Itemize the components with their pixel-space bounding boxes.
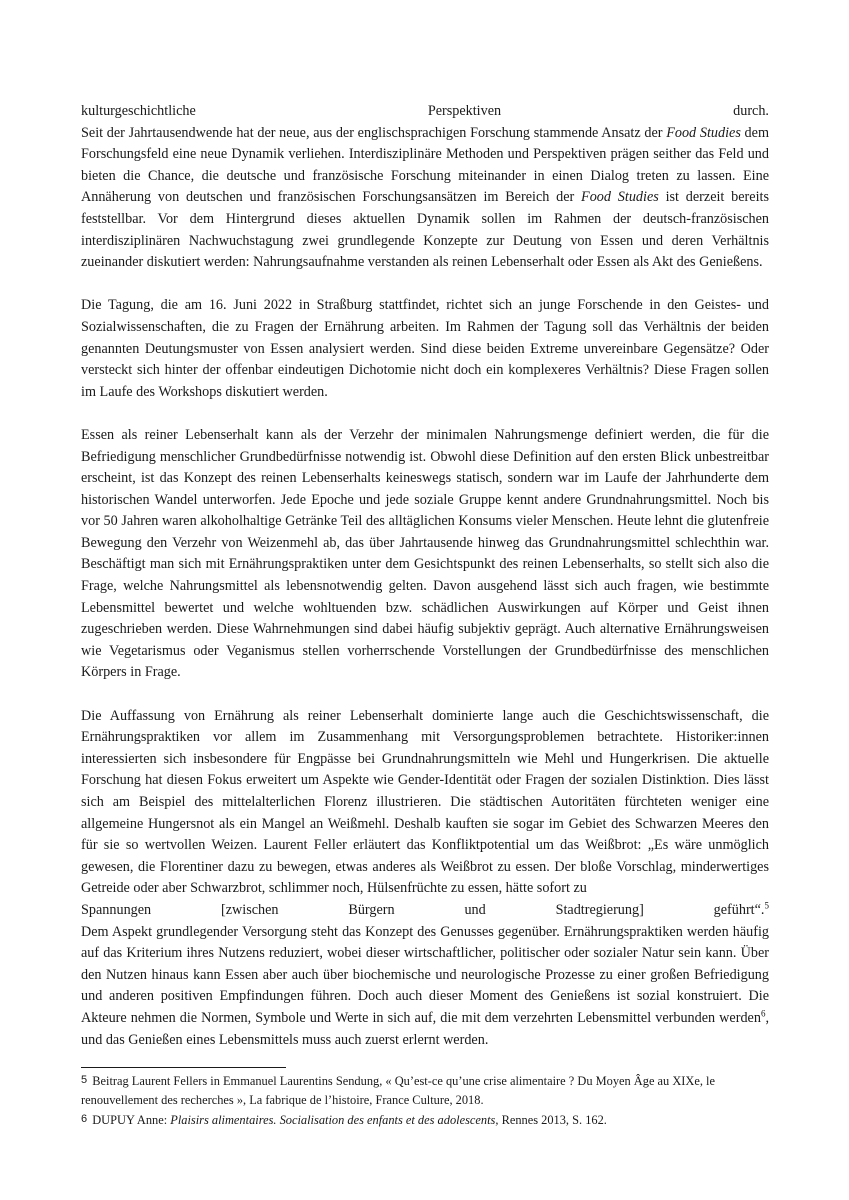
footnote-rest: Rennes 2013, S. 162. <box>498 1113 607 1127</box>
footnote-text: Beitrag Laurent Fellers in Emmanuel Laurentins Sendung, « Qu’est-ce qu’une crise alimentaire ? Du Moyen Âge au XIXe, le renouvellement des recherches », La fabrique de l’histoire, France Culture, 2018. <box>81 1074 716 1107</box>
footnote-5 <box>81 1071 769 1110</box>
paragraph-historiography: Die Auffassung von Ernährung als reiner Lebenserhalt dominierte lange auch die Geschichtswissenschaft, die Ernährungspraktiken vor allem im Zusammenhang mit Versorgungsproblemen betrachtete. Historiker:innen interessierten sich insbesondere für Engpässe bei Grundnahrungsmitteln wie Mehl und Hungerkrisen. Die aktuelle Forschung hat diesen Fokus erweitert um Aspekte wie Gender-Identität oder Fragen der sozialen Distinktion. Dies lässt sich am Beispiel des mittelalterlichen Florenz illustrieren. Die städtischen Autoritäten fürchteten weniger eine allgemeine Hungersnot als ein Mangel an Weißmehl. Deshalb kauften sie sogar im Gebiet des Schwarzen Meeres den für sie so wertvollen Weizen. Laurent Feller erläutert das Konfliktpotential um das Weißbrot: „Es wäre unmöglich gewesen, die Florentiner dazu zu bewegen, etwas anderes als Weißbrot zu essen. Der bloße Vorschlag, minderwertiges Getreide oder aber Schwarzbrot, schlimmer noch, Hülsenfrüchte zu essen, hätte sofort zu Spannungen [zwischen Bürgern und Stadtregierung] geführt“.$^5$ <box>81 706 769 922</box>
footnote-number: 6 <box>81 1113 88 1125</box>
footnote-6 <box>81 1110 769 1130</box>
body-text <box>81 101 769 1051</box>
paragraph-subsistence: Essen als reiner Lebenserhalt kann als der Verzehr der minimalen Nahrungsmenge definiert werden, die für die Befriedigung menschlicher Grundbedürfnisse notwendig ist. Obwohl diese Definition auf den ersten Blick unbestreitbar erscheint, ist das Konzept des reinen Lebenserhalts keineswegs statisch, sondern war im Laufe der Jahrhunderte dem historischen Wandel unterworfen. Jede Epoche und jede soziale Gruppe kennt andere Grundnahrungsmittel. Noch bis vor 50 Jahren waren alkoholhaltige Getränke Teil des alltäglichen Konsums vieler Menschen. Heute lehnt die glutenfreie Bewegung den Verzehr von Weizenmehl ab, das über Jahrtausende hinweg das Grundnahrungsmittel schlechthin war. Beschäftigt man sich mit Ernährungspraktiken unter dem Gesichtspunkt des reinen Lebenserhalts, so stellt sich also die Frage, welche Nahrungsmittel als lebensnotwendig gelten. Davon ausgehend lässt sich auch fragen, wie bestimmte Lebensmittel bewertet und welche wohltuenden bzw. schädlichen Auswirkungen auf Körper und Geist ihnen zugeschrieben werden. Diese Wahrnehmungen sind dabei häufig subjektiv geprägt. Auch alternative Ernährungsweisen wie Vegetarismus oder Veganismus stellen vorherrschende Vorstellungen der Grundbedürfnisse des menschlichen Körpers in Frage. <box>81 426 769 681</box>
term-food-studies: Food Studies <box>666 124 741 141</box>
term-food-studies: Food Studies <box>581 189 659 206</box>
paragraph-conference: Die Tagung, die am 16. Juni 2022 in Straßburg stattfindet, richtet sich an junge Forschende in den Geistes- und Sozialwissenschaften, die zu Fragen der Ernährung arbeiten. Im Rahmen der Tagung soll das Verhältnis der beiden genannten Deutungsmuster von Essen analysiert werden. Sind diese beiden Extreme unvereinbare Gegensätze? Oder versteckt sich hinter der offenbar eindeutigen Dichotomie nicht doch ein komplexeres Verhältnis? Diese Fragen sollen im Laufe des Workshops diskutiert werden. <box>81 297 769 400</box>
footnote-title: Plaisirs alimentaires. Socialisation des enfants et des adolescents, <box>170 1113 499 1127</box>
paragraph-pleasure: Dem Aspekt grundlegender Versorgung steht das Konzept des Genusses gegenüber. Ernährungspraktiken werden häufig auf das Kriterium ihres Nutzens reduziert, wobei dieser wirtschaftlicher, politischer oder sozialer Natur sein kann. Über den Nutzen hinaus kann Essen aber auch über biochemische und neurologische Prozesse zu einer großen Befriedigung und anderen positiven Empfindungen führen. Doch auch dieser Moment des Genießens ist sozial konstruiert. Die Akteure nehmen die Normen, Symbole und Werte in sich auf, die mit dem verzehrten Lebensmittel verbunden werden$^6$, und das Genießen eines Lebensmittels muss auch zuerst erlernt werden. <box>81 923 769 1048</box>
paragraph-first-line: kulturgeschichtliche Perspektiven durch. <box>81 103 769 119</box>
footnote-author: DUPUY Anne: <box>92 1113 171 1127</box>
footnote-number: 5 <box>81 1074 88 1086</box>
paragraph-justified-line: Spannungen [zwischen Bürgern und Stadtregierung] geführt“.$^5$ <box>81 900 769 918</box>
footnote-ref-6[interactable]: 6 <box>760 1008 766 1019</box>
paragraph-food-studies: kulturgeschichtliche Perspektiven durch. Seit der Jahrtausendwende hat der neue, aus der englischsprachigen Forschung stammende Ansatz der Food Studies dem Forschungsfeld eine neue Dynamik verliehen. Interdisziplinäre Methoden und Perspektiven prägen seither das Feld und bieten die Chance, die deutsche und französische Forschung miteinander in einen Dialog treten zu lassen. Eine Annäherung von deutschen und französischen Forschungsansätzen im Bereich der Food Studies ist derzeit bereits feststellbar. Vor dem Hintergrund dieses aktuellen Dynamik sollen im Rahmen der deutsch-französischen interdisziplinären Nachwuchstagung zwei grundlegende Konzepte zur Deutung von Essen und deren Verhältnis zueinander diskutiert werden: Nahrungsaufnahme verstanden als reinen Lebenserhalt oder Essen als Akt des Genießens. <box>81 103 769 271</box>
footnotes <box>81 1071 769 1130</box>
footnote-divider <box>81 1067 286 1068</box>
footnote-ref-5[interactable]: 5 <box>764 900 769 911</box>
